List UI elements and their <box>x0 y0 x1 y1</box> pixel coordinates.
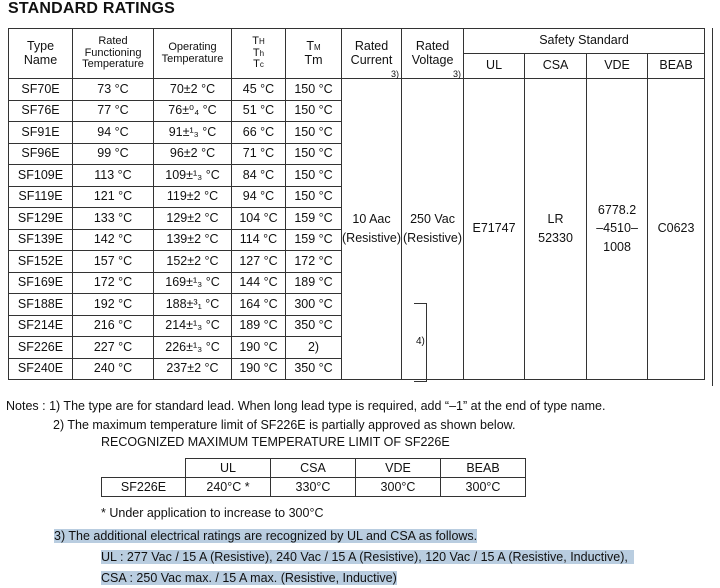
cell-type-name: SF226E <box>9 337 73 359</box>
sub-header-vde: VDE <box>356 459 441 478</box>
cropped-column-edge <box>712 28 720 386</box>
note-3-csa: CSA : 250 Vac max. / 15 A max. (Resistive, Inductive) <box>101 571 397 585</box>
cell-rated-temp: 133 °C <box>73 208 154 230</box>
cell-type-name: SF129E <box>9 208 73 230</box>
cell-tm: 159 °C <box>286 229 342 251</box>
cell-tm: 350 °C <box>286 358 342 380</box>
header-type-name: Type Name <box>9 29 73 79</box>
cell-beab <box>648 79 705 380</box>
cell-type-name: SF169E <box>9 272 73 294</box>
cell-operating-temp: 109±¹₃ °C <box>154 165 232 187</box>
cell-operating-temp: 214±¹₃ °C <box>154 315 232 337</box>
note-3-ul: UL : 277 Vac / 15 A (Resistive), 240 Vac / 15 A (Resistive), 120 Vac / 15 A (Resistive, Inductive), <box>101 550 634 564</box>
cell-type-name: SF70E <box>9 79 73 101</box>
header-vde: VDE <box>587 54 648 79</box>
cell-type-name: SF188E <box>9 294 73 316</box>
header-rated-voltage: Rated Voltage 3) <box>402 29 464 79</box>
cell-operating-temp: 139±2 °C <box>154 229 232 251</box>
cell-type-name: SF91E <box>9 122 73 144</box>
cell-th: 51 °C <box>232 100 286 122</box>
sub-cell-vde: 300°C <box>356 478 441 497</box>
cell-rated-temp: 227 °C <box>73 337 154 359</box>
cell-vde-line: –4510– <box>596 221 638 236</box>
cell-th: 104 °C <box>232 208 286 230</box>
cell-operating-temp: 76±⁰₄ °C <box>154 100 232 122</box>
note-2: 2) The maximum temperature limit of SF226E is partially approved as shown below. <box>53 418 516 432</box>
header-csa: CSA <box>525 54 587 79</box>
cell-operating-temp: 152±2 °C <box>154 251 232 273</box>
cell-operating-temp: 96±2 °C <box>154 143 232 165</box>
cell-tm: 150 °C <box>286 122 342 144</box>
sub-header-blank <box>102 459 186 478</box>
bracket-note: 4) <box>416 336 425 347</box>
ratings-table <box>8 28 705 380</box>
header-tm: TM Tm <box>286 29 342 79</box>
cell-type-name: SF139E <box>9 229 73 251</box>
table-row <box>9 79 705 101</box>
cell-tm: 159 °C <box>286 208 342 230</box>
cell-type-name: SF96E <box>9 143 73 165</box>
header-beab: BEAB <box>648 54 705 79</box>
cell-csa-line: 52330 <box>538 230 573 245</box>
cell-tm: 150 °C <box>286 165 342 187</box>
cell-operating-temp: 188±³₁ °C <box>154 294 232 316</box>
page-title: STANDARD RATINGS <box>8 0 176 17</box>
cell-rated-temp: 157 °C <box>73 251 154 273</box>
cell-rated-current-line: 10 Aac <box>352 212 391 227</box>
cell-th: 84 °C <box>232 165 286 187</box>
cell-rated-temp: 77 °C <box>73 100 154 122</box>
cell-operating-temp: 119±2 °C <box>154 186 232 208</box>
cell-ul-line: E71747 <box>472 221 516 236</box>
sub-cell-beab: 300°C <box>441 478 526 497</box>
cell-type-name: SF240E <box>9 358 73 380</box>
header-safety-standard: Safety Standard <box>464 29 705 54</box>
cell-rated-temp: 216 °C <box>73 315 154 337</box>
header-ul: UL <box>464 54 525 79</box>
cell-rated-temp: 240 °C <box>73 358 154 380</box>
cell-th: 190 °C <box>232 337 286 359</box>
cell-vde-line: 6778.2 <box>597 203 637 218</box>
cell-th: 190 °C <box>232 358 286 380</box>
footnote: * Under application to increase to 300°C <box>101 506 324 520</box>
cell-th: 94 °C <box>232 186 286 208</box>
cell-type-name: SF152E <box>9 251 73 273</box>
cell-rated-temp: 113 °C <box>73 165 154 187</box>
cell-rated-temp: 94 °C <box>73 122 154 144</box>
sf226e-table <box>101 458 526 497</box>
sub-table-title: RECOGNIZED MAXIMUM TEMPERATURE LIMIT OF SF226E <box>101 435 450 449</box>
header-rated-functioning: Rated Functioning Temperature <box>73 29 154 79</box>
cell-rated-voltage-line: 250 Vac <box>410 212 456 227</box>
header-th: TH Th Tc <box>232 29 286 79</box>
cell-th: 189 °C <box>232 315 286 337</box>
cell-csa-line: LR <box>547 212 564 227</box>
sub-header-beab: BEAB <box>441 459 526 478</box>
cell-tm: 150 °C <box>286 100 342 122</box>
cell-type-name: SF214E <box>9 315 73 337</box>
cell-rated-temp: 73 °C <box>73 79 154 101</box>
cell-th: 66 °C <box>232 122 286 144</box>
header-operating: Operating Temperature <box>154 29 232 79</box>
cell-rated-temp: 99 °C <box>73 143 154 165</box>
cell-operating-temp: 237±2 °C <box>154 358 232 380</box>
cell-rated-voltage <box>402 79 464 380</box>
cell-type-name: SF119E <box>9 186 73 208</box>
cell-operating-temp: 226±¹₃ °C <box>154 337 232 359</box>
sub-cell-ul: 240°C * <box>186 478 271 497</box>
cell-type-name: SF109E <box>9 165 73 187</box>
cell-rated-temp: 172 °C <box>73 272 154 294</box>
cell-rated-temp: 121 °C <box>73 186 154 208</box>
cell-rated-current-line: (Resistive) <box>342 230 402 245</box>
header-rated-current: Rated Current 3) <box>342 29 402 79</box>
cell-th: 45 °C <box>232 79 286 101</box>
cell-vde-line: 1008 <box>603 239 631 254</box>
cell-tm: 172 °C <box>286 251 342 273</box>
cell-rated-temp: 192 °C <box>73 294 154 316</box>
cell-ul <box>464 79 525 380</box>
cell-tm: 350 °C <box>286 315 342 337</box>
cell-tm: 150 °C <box>286 143 342 165</box>
cell-tm: 300 °C <box>286 294 342 316</box>
cell-rated-current <box>342 79 402 380</box>
cell-th: 144 °C <box>232 272 286 294</box>
cell-tm: 189 °C <box>286 272 342 294</box>
sub-cell-type: SF226E <box>102 478 186 497</box>
cell-type-name: SF76E <box>9 100 73 122</box>
cell-tm: 150 °C <box>286 79 342 101</box>
sub-cell-csa: 330°C <box>271 478 356 497</box>
sub-header-ul: UL <box>186 459 271 478</box>
cell-tm: 150 °C <box>286 186 342 208</box>
cell-operating-temp: 91±¹₃ °C <box>154 122 232 144</box>
cell-th: 127 °C <box>232 251 286 273</box>
cell-operating-temp: 169±¹₃ °C <box>154 272 232 294</box>
cell-th: 114 °C <box>232 229 286 251</box>
note-3: 3) The additional electrical ratings are recognized by UL and CSA as follows. <box>54 529 478 543</box>
cell-th: 164 °C <box>232 294 286 316</box>
notes-section <box>6 397 605 452</box>
cell-tm: 2) <box>286 337 342 359</box>
cell-vde <box>587 79 648 380</box>
cell-operating-temp: 129±2 °C <box>154 208 232 230</box>
cell-csa <box>525 79 587 380</box>
cell-beab-line: C0623 <box>657 221 695 236</box>
cell-th: 71 °C <box>232 143 286 165</box>
cell-rated-temp: 142 °C <box>73 229 154 251</box>
sub-header-csa: CSA <box>271 459 356 478</box>
cell-rated-voltage-line: (Resistive) <box>403 230 463 245</box>
note-1: Notes : 1) The type are for standard lead. When long lead type is required, add “–1” at the end of type name. <box>6 399 606 413</box>
cell-operating-temp: 70±2 °C <box>154 79 232 101</box>
